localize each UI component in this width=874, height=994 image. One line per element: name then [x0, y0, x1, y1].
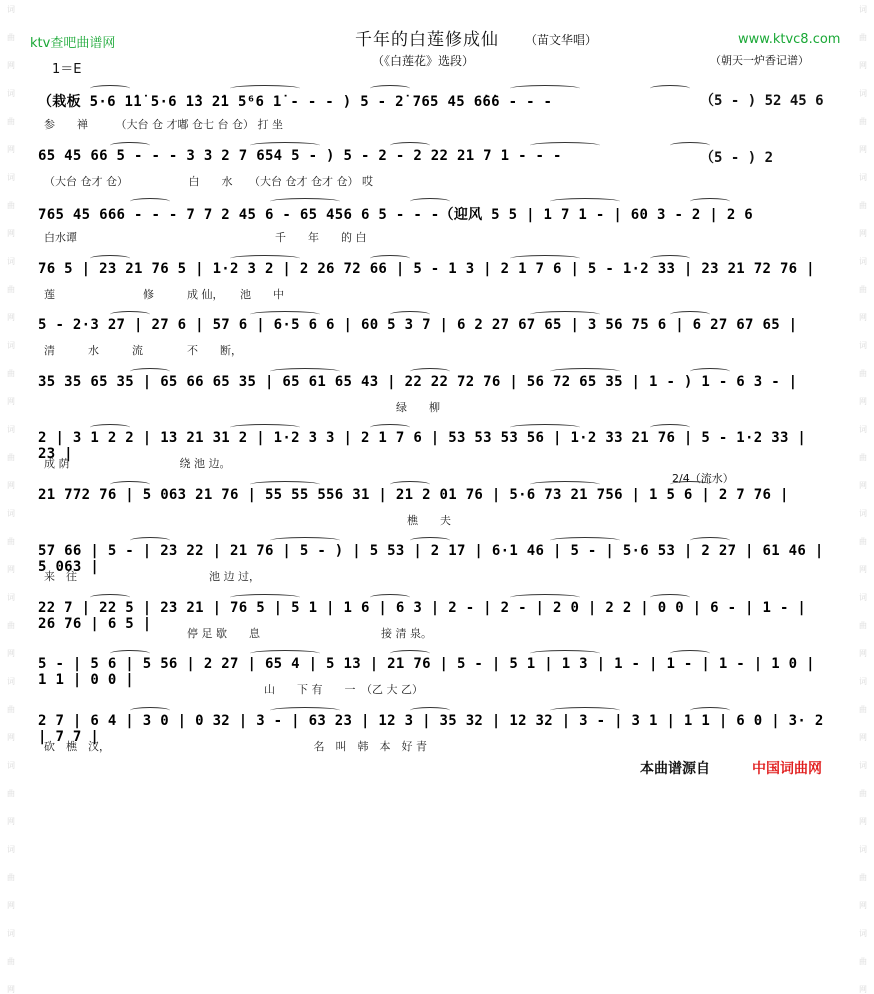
- watermark-glyph: 词: [859, 509, 867, 518]
- slur-mark: [690, 198, 730, 205]
- watermark-glyph: 网: [859, 145, 867, 154]
- slur-mark: [550, 707, 620, 714]
- lyric-line-5: 清 水 流 不 断，: [44, 344, 242, 357]
- slur-mark: [650, 255, 690, 262]
- watermark-glyph: 网: [859, 817, 867, 826]
- watermark-glyph: 曲: [859, 369, 867, 378]
- watermark-glyph: 词: [7, 5, 15, 14]
- lyric-line-8: 樵 夫: [44, 513, 451, 527]
- slur-mark: [670, 142, 710, 149]
- notation-line-9: 57 66 | 5 - | 23 22 | 21 76 | 5 - ) | 5 53 | 2 17 | 6·1 46 | 5 - | 5·6 53 | 2 27 | 61 46 | 5 063 |: [38, 543, 824, 575]
- slur-mark: [230, 85, 300, 92]
- watermark-glyph: 曲: [859, 537, 867, 546]
- slur-mark: [550, 368, 620, 375]
- watermark-glyph: 曲: [859, 453, 867, 462]
- slur-mark: [250, 311, 320, 318]
- watermark-glyph: 曲: [859, 789, 867, 798]
- slur-mark: [410, 368, 450, 375]
- slur-mark: [390, 650, 430, 657]
- watermark-glyph: 词: [7, 677, 15, 686]
- notation-line-2-right: （5 - ) 2: [700, 149, 774, 166]
- watermark-glyph: 词: [7, 761, 15, 770]
- slur-mark: [650, 85, 690, 92]
- notation-line-10: 22 7 | 22 5 | 23 21 | 76 5 | 5 1 | 1 6 | 6 3 | 2 - | 2 - | 2 0 | 2 2 | 0 0 | 6 - | 1 - | 26 76 | 6 5 |: [38, 599, 807, 632]
- watermark-glyph: 网: [859, 61, 867, 70]
- slur-mark: [130, 707, 170, 714]
- tempo-marking: 2/4（流水）: [672, 472, 734, 485]
- left-watermark-strip: [0, 0, 22, 994]
- watermark-glyph: 曲: [7, 873, 15, 882]
- watermark-glyph: 网: [859, 397, 867, 406]
- watermark-glyph: 词: [859, 89, 867, 98]
- watermark-glyph: 网: [7, 565, 15, 574]
- lyric-line-10: 停 足 歇 息 接 清 泉。: [44, 626, 432, 640]
- slur-mark: [130, 368, 170, 375]
- notation-line-4: 76 5 | 23 21 76 5 | 1·2 3 2 | 2 26 72 66 | 5 - 1 3 | 2 1 7 6 | 5 - 1·2 33 | 23 21 72 76 |: [38, 260, 815, 277]
- slur-mark: [510, 85, 580, 92]
- slur-mark: [390, 142, 430, 149]
- slur-mark: [390, 481, 430, 488]
- watermark-glyph: 曲: [859, 285, 867, 294]
- slur-mark: [390, 311, 430, 318]
- watermark-glyph: 网: [7, 985, 15, 994]
- watermark-glyph: 曲: [7, 201, 15, 210]
- excerpt-subtitle: （《白莲花》选段）: [372, 54, 475, 68]
- lyric-line-2: （大台 仓才 仓） 白 水 （大台 仓才 仓才 仓） 哎: [44, 174, 373, 188]
- slur-mark: [410, 198, 450, 205]
- watermark-glyph: 词: [7, 509, 15, 518]
- watermark-glyph: 网: [859, 229, 867, 238]
- watermark-glyph: 曲: [859, 705, 867, 714]
- watermark-glyph: 词: [7, 845, 15, 854]
- singer-credit: （苗文华唱）: [525, 33, 598, 47]
- watermark-glyph: 曲: [7, 789, 15, 798]
- notation-line-1: （栽板 5·6 1̇1̇ 5·6 1̇3 2̇1 5⁶6 1̇ - - - ) 5 - 2̇ 765 45 6̇6̇6 - - -: [38, 94, 553, 110]
- watermark-glyph: 网: [7, 817, 15, 826]
- slur-mark: [250, 481, 320, 488]
- lyric-line-7: 成 荫 绕 池 边。: [44, 457, 231, 470]
- watermark-glyph: 网: [7, 901, 15, 910]
- slur-mark: [530, 142, 600, 149]
- watermark-glyph: 网: [7, 145, 15, 154]
- right-watermark-strip: [852, 0, 874, 994]
- watermark-glyph: 网: [7, 481, 15, 490]
- lyric-line-1: 参 禅 （大台 仓 才嘟 仓七 台 仓） 打 坐: [44, 118, 283, 131]
- slur-mark: [530, 650, 600, 657]
- watermark-glyph: 词: [7, 929, 15, 938]
- notation-line-7: 2 | 3 1 2 2 | 13 21 31 2 | 1·2 3 3 | 2 1 7 6 | 53 53 53 56 | 1·2 33 21 76 | 5 - 1·2 33 | 23 |: [38, 430, 807, 462]
- slur-mark: [510, 255, 580, 262]
- slur-mark: [250, 650, 320, 657]
- slur-mark: [90, 424, 130, 431]
- slur-mark: [550, 198, 620, 205]
- slur-mark: [370, 85, 410, 92]
- source-site-name[interactable]: 中国词曲网: [752, 761, 822, 777]
- lyric-line-3: 白水谭 千 年 的 白: [44, 231, 367, 244]
- watermark-glyph: 网: [7, 397, 15, 406]
- watermark-glyph: 曲: [7, 285, 15, 294]
- watermark-glyph: 词: [859, 425, 867, 434]
- slur-mark: [670, 650, 710, 657]
- watermark-glyph: 曲: [859, 621, 867, 630]
- slur-mark: [650, 594, 690, 601]
- watermark-glyph: 词: [7, 89, 15, 98]
- watermark-glyph: 曲: [7, 537, 15, 546]
- slur-mark: [110, 142, 150, 149]
- slur-mark: [270, 198, 340, 205]
- watermark-glyph: 网: [7, 733, 15, 742]
- slur-mark: [410, 537, 450, 544]
- watermark-glyph: 网: [859, 565, 867, 574]
- watermark-glyph: 词: [7, 341, 15, 350]
- slur-mark: [690, 707, 730, 714]
- lyric-line-4: 莲 修 成 仙， 池 中: [44, 287, 284, 301]
- song-title: 千年的白莲修成仙: [355, 30, 499, 50]
- watermark-glyph: 词: [7, 425, 15, 434]
- watermark-glyph: 网: [859, 313, 867, 322]
- watermark-glyph: 曲: [859, 117, 867, 126]
- notation-line-11: 5 - | 5 6 | 5 56 | 2 27 | 65 4 | 5 13 | 21 76 | 5 - | 5 1 | 1 3 | 1 - | 1 - | 1 - | 1 0 | 1 1 | 0 0 |: [38, 656, 815, 688]
- watermark-glyph: 词: [7, 173, 15, 182]
- watermark-glyph: 曲: [859, 33, 867, 42]
- slur-mark: [230, 255, 300, 262]
- watermark-glyph: 曲: [7, 957, 15, 966]
- slur-mark: [410, 707, 450, 714]
- watermark-glyph: 曲: [7, 117, 15, 126]
- slur-mark: [90, 255, 130, 262]
- notation-line-12: 2 7 | 6 4 | 3 0 | 0 32 | 3 - | 63 23 | 12 3 | 35 32 | 12 32 | 3 - | 3 1 | 1 1 | 6 0 | 3· 2 | 7 7 |: [38, 712, 824, 745]
- slur-mark: [130, 198, 170, 205]
- watermark-glyph: 曲: [859, 873, 867, 882]
- slur-mark: [230, 424, 300, 431]
- watermark-glyph: 词: [859, 929, 867, 938]
- slur-mark: [90, 594, 130, 601]
- slur-mark: [670, 311, 710, 318]
- watermark-glyph: 网: [859, 649, 867, 658]
- notation-line-3: 765 45 666 - - - 7 7 2 45 6 - 65 456 6 5 - - -（迎风 5 5 | 1 7 1 - | 60 3 - 2 | 2 6: [38, 207, 754, 223]
- notation-line-8: 21 772 76 | 5 063 21 76 | 55 55 556 31 | 21 2 01 76 | 5·6 73 21 756 | 1 5 6 | 2 7 76 |: [38, 486, 789, 503]
- slur-mark: [130, 537, 170, 544]
- watermark-glyph: 网: [859, 733, 867, 742]
- watermark-glyph: 曲: [7, 705, 15, 714]
- watermark-glyph: 词: [859, 593, 867, 602]
- slur-mark: [530, 481, 600, 488]
- watermark-glyph: 网: [7, 61, 15, 70]
- watermark-glyph: 网: [859, 985, 867, 994]
- lyric-line-11: 山 下 有 一 （乙 大 乙）: [44, 683, 423, 696]
- watermark-glyph: 曲: [859, 201, 867, 210]
- source-label: 本曲谱源自: [640, 761, 710, 777]
- slur-mark: [510, 424, 580, 431]
- slur-mark: [650, 424, 690, 431]
- notation-line-5: 5 - 2·3 27 | 27 6 | 57 6 | 6·5 6 6 | 60 5 3 7 | 6 2 27 67 65 | 3 56 75 6 | 6 27 67 65 |: [38, 317, 798, 333]
- watermark-glyph: 词: [859, 257, 867, 266]
- watermark-glyph: 网: [7, 229, 15, 238]
- site-link-right[interactable]: www.ktvc8.com: [738, 32, 841, 47]
- slur-mark: [230, 594, 300, 601]
- watermark-glyph: 网: [859, 901, 867, 910]
- watermark-glyph: 词: [859, 5, 867, 14]
- slur-mark: [270, 537, 340, 544]
- notation-line-2: 65 45 66 5 - - - 3 3 2 7 654 5 - ) 5 - 2 - 2 22 21 7 1 - - -: [38, 147, 562, 164]
- watermark-glyph: 网: [7, 313, 15, 322]
- watermark-glyph: 曲: [7, 621, 15, 630]
- slur-mark: [270, 707, 340, 714]
- notation-line-6: 35 35 65 35 | 65 66 65 35 | 65 61 65 43 | 22 22 72 76 | 56 72 65 35 | 1 - ) 1 - 6 3 - |: [38, 373, 798, 390]
- lyric-line-12: 砍 樵 汉， 名 叫 韩 本 好 青: [44, 739, 427, 753]
- watermark-glyph: 曲: [7, 453, 15, 462]
- slur-mark: [370, 255, 410, 262]
- slur-mark: [90, 85, 130, 92]
- slur-mark: [250, 142, 320, 149]
- slur-mark: [510, 594, 580, 601]
- watermark-glyph: 曲: [859, 957, 867, 966]
- slur-mark: [270, 368, 340, 375]
- watermark-glyph: 词: [859, 845, 867, 854]
- site-link-left[interactable]: ktv查吧曲谱网: [30, 36, 116, 51]
- slur-mark: [110, 650, 150, 657]
- slur-mark: [110, 481, 150, 488]
- watermark-glyph: 词: [859, 761, 867, 770]
- lyric-line-9: 来 往 池 边 过，: [44, 570, 260, 583]
- watermark-glyph: 词: [859, 677, 867, 686]
- slur-mark: [110, 311, 150, 318]
- slur-mark: [690, 537, 730, 544]
- slur-mark: [370, 424, 410, 431]
- watermark-glyph: 网: [7, 649, 15, 658]
- watermark-glyph: 网: [859, 481, 867, 490]
- watermark-glyph: 曲: [7, 33, 15, 42]
- transcriber-credit: （朝天一炉香记谱）: [710, 54, 809, 67]
- watermark-glyph: 曲: [7, 369, 15, 378]
- watermark-glyph: 词: [859, 341, 867, 350]
- slur-mark: [530, 311, 600, 318]
- watermark-glyph: 词: [859, 173, 867, 182]
- key-signature: 1＝E: [52, 62, 82, 77]
- slur-mark: [690, 368, 730, 375]
- slur-mark: [370, 594, 410, 601]
- watermark-glyph: 词: [7, 593, 15, 602]
- lyric-line-6: 绿 柳: [44, 400, 440, 414]
- watermark-glyph: 词: [7, 257, 15, 266]
- slur-mark: [550, 537, 620, 544]
- notation-line-1-right: （5 - ) 52 45 6: [700, 93, 824, 109]
